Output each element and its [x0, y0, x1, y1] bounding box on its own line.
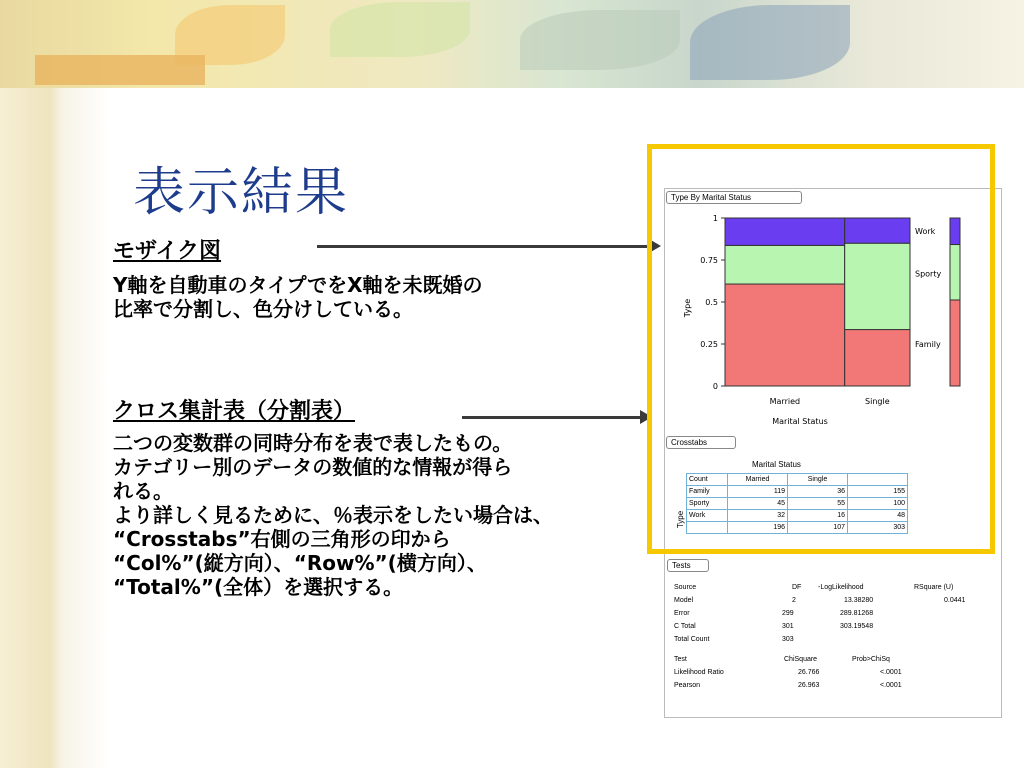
arrow-to-mosaic — [317, 245, 657, 248]
leaf-decoration — [520, 10, 680, 70]
table-cell: 303 — [848, 522, 908, 534]
table-cell: 2 — [792, 597, 796, 604]
table-cell: 299 — [782, 610, 794, 617]
table-cell: C Total — [674, 623, 696, 630]
table-cell: 107 — [788, 522, 848, 534]
table-cell: Sporty — [687, 498, 728, 510]
mosaic-xtick: Single — [865, 397, 890, 406]
table-cell: 119 — [728, 486, 788, 498]
table-cell: Married — [728, 474, 788, 486]
table-cell: Family — [687, 486, 728, 498]
orange-accent-band — [35, 55, 205, 85]
section1-text — [113, 273, 483, 321]
slide-title: 表示結果 — [133, 163, 350, 223]
table-cell: 45 — [728, 498, 788, 510]
table-cell: Test — [674, 656, 687, 663]
table-row — [672, 584, 982, 597]
crosstabs-ylabel: Type — [676, 510, 686, 529]
table-cell: 36 — [788, 486, 848, 498]
table-cell: 196 — [728, 522, 788, 534]
table-cell: 0.0441 — [944, 597, 966, 604]
table-cell: 32 — [728, 510, 788, 522]
table-cell: <.0001 — [880, 669, 902, 676]
mosaic-legend-label: Family — [915, 339, 941, 349]
section1-line: 比率で分割し、色分けしている。 — [113, 297, 413, 321]
table-cell: 289.81268 — [840, 610, 874, 617]
table-cell: 155 — [848, 486, 908, 498]
mosaic-legend-label: Sporty — [915, 269, 942, 279]
table-row — [672, 597, 982, 610]
highlight-frame — [647, 144, 995, 554]
table-cell: 16 — [788, 510, 848, 522]
table-cell: Single — [788, 474, 848, 486]
table-cell: Count — [687, 474, 728, 486]
table-cell: 55 — [788, 498, 848, 510]
table-cell: Work — [687, 510, 728, 522]
mosaic-ytick: 0 — [712, 382, 718, 391]
table-cell: -LogLikelihood — [818, 584, 864, 591]
table-cell: Error — [674, 610, 690, 617]
section2-line: “Crosstabs”右側の三角形の印から — [113, 527, 451, 551]
table-cell: 100 — [848, 498, 908, 510]
section2-line: 二つの変数群の同時分布を表で表したもの。 — [113, 431, 513, 455]
table-cell: Total Count — [674, 636, 710, 643]
table-cell: 48 — [848, 510, 908, 522]
mosaic-xlabel: Marital Status — [772, 417, 828, 426]
table-row — [672, 682, 982, 695]
table-cell: 303 — [782, 636, 794, 643]
mosaic-legend-label: Work — [915, 227, 936, 236]
table-cell: Model — [674, 597, 694, 604]
table-cell: 303.19548 — [840, 623, 874, 630]
table-row — [672, 610, 982, 623]
mosaic-ytick: 1 — [712, 214, 718, 223]
mosaic-ytick: 0.75 — [700, 256, 718, 265]
table-row — [672, 669, 982, 682]
table-cell: Pearson — [674, 682, 701, 689]
table-cell: 301 — [782, 623, 794, 630]
crosstabs-tab[interactable]: Crosstabs — [666, 436, 736, 449]
mosaic-ytick: 0.25 — [700, 340, 718, 349]
table-cell: Source — [674, 584, 697, 591]
section2-line: より詳しく見るために、％表示をしたい場合は、 — [113, 503, 553, 527]
leaf-decoration — [330, 2, 470, 57]
mosaic-xtick: Married — [769, 397, 801, 406]
tests-table — [672, 584, 982, 695]
section2-line: “Col%”(縦方向）、“Row%”(横方向）、 — [113, 551, 487, 575]
table-row — [672, 623, 982, 636]
tests-tab[interactable]: Tests — [667, 559, 709, 572]
mosaic-ylabel: Type — [683, 298, 692, 318]
table-cell: <.0001 — [880, 682, 902, 689]
table-cell: 26.963 — [798, 682, 820, 689]
section2-text — [113, 431, 553, 599]
mosaic-ytick: 0.5 — [705, 298, 718, 307]
crosstab-heading: クロス集計表（分割表） — [113, 399, 356, 424]
section2-line: れる。 — [113, 479, 173, 503]
table-cell: RSquare (U) — [914, 584, 954, 591]
table-cell: DF — [792, 584, 802, 591]
mosaic-tab[interactable]: Type By Marital Status — [666, 191, 802, 204]
arrow-to-crosstabs — [462, 416, 648, 419]
section2-line: “Total%”(全体）を選択する。 — [113, 575, 404, 599]
table-cell: Prob>ChiSq — [852, 656, 890, 663]
section1-line: Y軸を自動車のタイプでをX軸を未既婚の — [113, 273, 483, 297]
table-cell: ChiSquare — [784, 656, 818, 663]
mosaic-heading: モザイク図 — [113, 239, 222, 264]
section2-line: カテゴリー別のデータの数値的な情報が得ら — [113, 455, 513, 479]
leaf-decoration — [690, 5, 850, 80]
table-row — [672, 636, 982, 656]
table-row — [672, 656, 982, 669]
table-cell: 26.766 — [798, 669, 820, 676]
table-cell: 13.38280 — [844, 597, 874, 604]
table-cell: Likelihood Ratio — [674, 669, 724, 676]
crosstabs-title: Marital Status — [752, 460, 801, 469]
